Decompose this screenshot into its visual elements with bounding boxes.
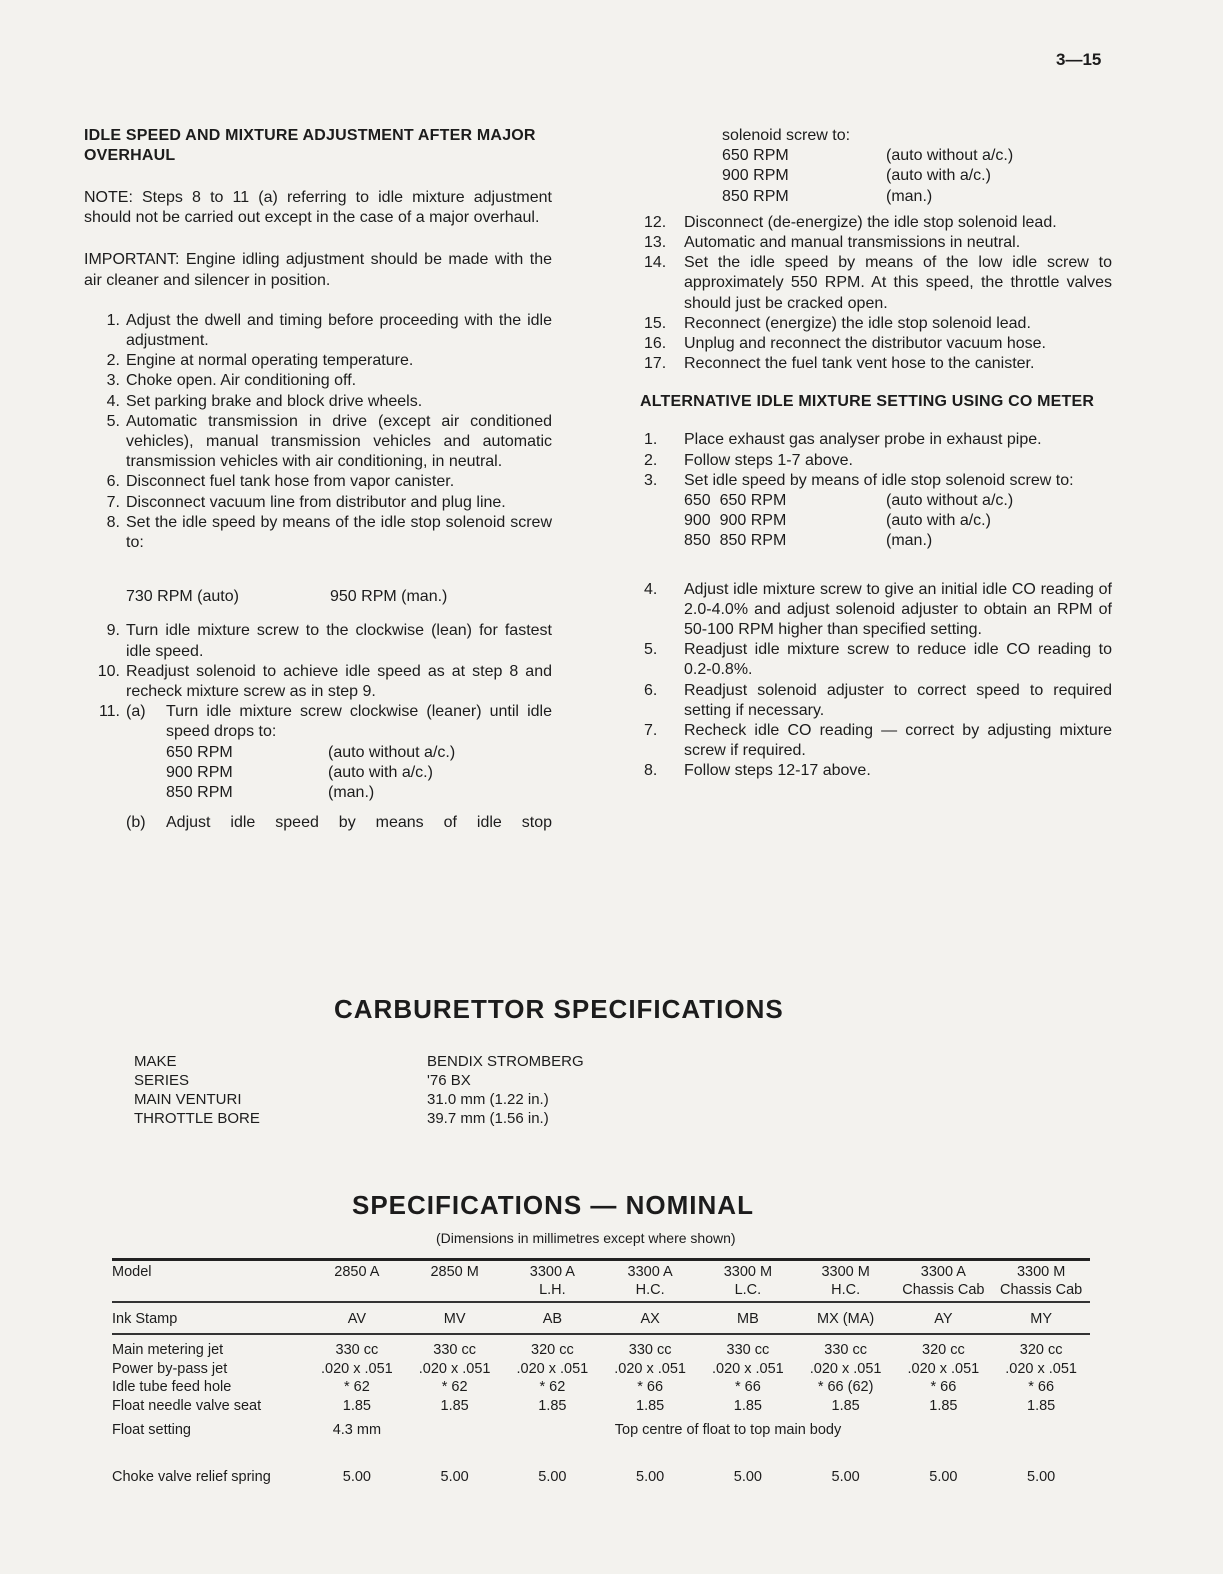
- model-values: 330 cc .020 x .051 * 62 1.85: [321, 1342, 393, 1414]
- nominal-specs-title: SPECIFICATIONS — NOMINAL: [352, 1190, 754, 1220]
- section-heading-idle-speed: IDLE SPEED AND MIXTURE ADJUSTMENT AFTER MAJOR OVERHAUL: [84, 127, 536, 164]
- list-item: 1. Adjust the dwell and timing before proceeding with the idle adjustment.: [106, 311, 552, 350]
- table-row-choke-spring: Choke valve relief spring 5.00 5.00 5.00 5.00 5.00 5.00 5.00 5.00: [112, 1469, 1056, 1485]
- table-row-ink-stamp: Ink Stamp AV MV AB AX MB MX (MA) AY MY: [112, 1311, 1052, 1327]
- step11a-rpm-table: 650 RPM (auto without a/c.) 900 RPM (auto with a/c.) 850 RPM (man.): [166, 743, 456, 802]
- alt-steps-list-1-3: [640, 430, 1112, 491]
- note-paragraph: NOTE: Steps 8 to 11 (a) referring to idle mixture adjustment should not be carried out except in the case of a major overhaul.: [84, 189, 552, 227]
- list-item: 2. Engine at normal operating temperature.: [106, 352, 414, 370]
- list-item: 16. Unplug and reconnect the distributor vacuum hose.: [644, 335, 1046, 353]
- list-item: 3. Set idle speed by means of idle stop solenoid screw to:: [644, 471, 1074, 489]
- list-item: 6. Disconnect fuel tank hose from vapor canister.: [106, 473, 455, 491]
- model-header: 2850 M: [430, 1264, 479, 1280]
- steps-list-12-17: [640, 213, 1112, 375]
- list-item: 14. Set the idle speed by means of the low idle screw to approximately 550 RPM. At this speed, the throttle valves should just be cracked open.: [644, 254, 1112, 312]
- spec-row: SERIES '76 BX: [134, 1072, 471, 1089]
- model-values: 330 cc .020 x .051 * 66 (62) 1.85: [809, 1342, 882, 1414]
- step-11a: (a) Turn idle mixture screw clockwise (leaner) until idle speed drops to: 650 RPM (auto without a/c.) 900 RPM (auto with a/c.) 850 RPM (man.): [126, 702, 552, 803]
- list-item: 4. Set parking brake and block drive wheels.: [106, 392, 423, 410]
- list-item: 8. Set the idle speed by means of the idle stop solenoid screw to:: [106, 513, 552, 552]
- list-item: 3. Choke open. Air conditioning off.: [106, 372, 357, 390]
- list-item: 4. Adjust idle mixture screw to give an initial idle CO reading of 2.0-4.0% and adjust solenoid adjuster to obtain an RPM of 50-100 RPM higher than specified setting.: [644, 580, 1112, 639]
- step11b-continuation: solenoid screw to: 650 RPM (auto without a/c.) 900 RPM (auto with a/c.) 850 RPM (man.): [722, 126, 1112, 207]
- list-item: 13. Automatic and manual transmissions in neutral.: [644, 234, 1021, 252]
- model-header: 3300 M L.C.: [723, 1264, 773, 1298]
- list-item: 7. Recheck idle CO reading — correct by adjusting mixture screw if required.: [644, 722, 1112, 760]
- list-item: 17. Reconnect the fuel tank vent hose to the canister.: [644, 355, 1035, 373]
- spec-row: THROTTLE BORE 39.7 mm (1.56 in.): [134, 1110, 549, 1127]
- carburettor-specs-title: CARBURETTOR SPECIFICATIONS: [334, 994, 784, 1024]
- list-item: 15. Reconnect (energize) the idle stop solenoid lead.: [644, 314, 1031, 332]
- model-values: 330 cc .020 x .051 * 62 1.85: [418, 1342, 491, 1414]
- model-values: 330 cc .020 x .051 * 66 1.85: [712, 1342, 784, 1414]
- steps-list-1-8: [84, 311, 552, 553]
- step8-rpm-values: 730 RPM (auto) 950 RPM (man.): [126, 588, 448, 606]
- nominal-specs-note: (Dimensions in millimetres except where shown): [436, 1230, 736, 1246]
- steps-list-9-10: [84, 621, 552, 702]
- step-11b: (b) Adjust idle speed by means of idle stop: [126, 814, 552, 832]
- model-header: 3300 A Chassis Cab: [902, 1264, 985, 1298]
- list-item: 1. Place exhaust gas analyser probe in exhaust pipe.: [644, 431, 1042, 449]
- spec-row: MAKE BENDIX STROMBERG: [134, 1053, 584, 1070]
- spec-row: MAIN VENTURI 31.0 mm (1.22 in.): [134, 1091, 549, 1108]
- model-header: 3300 M H.C.: [821, 1264, 870, 1298]
- page-number: 3—15: [1056, 50, 1102, 69]
- alt-rpm-table: 650 650 RPM (auto without a/c.) 900 900 RPM (auto with a/c.) 850 850 RPM (man.): [684, 492, 1014, 550]
- important-paragraph: IMPORTANT: Engine idling adjustment should be made with the air cleaner and silencer in position.: [84, 251, 552, 289]
- list-item: 5. Readjust idle mixture screw to reduce idle CO reading to 0.2-0.8%.: [644, 641, 1112, 679]
- model-header: 2850 A: [334, 1264, 380, 1280]
- table-row-jets: Main metering jet Power by-pass jet Idle tube feed hole Float needle valve seat 330 cc .020 x .051 * 62 1.85 330 cc .020 x .051 * 62 1.85 320 cc .020 x .051 * 62 1.85 330 cc .020 x .051 * 66 1.85 330 cc .020 x .051 * 66 1.85 330 cc .020 x .051 * 66 (62) 1.85 320 cc .020 x .051 * 66 1.85 320 cc .020 x .051 * 66 1.85: [112, 1335, 1090, 1415]
- list-item: 2. Follow steps 1-7 above.: [644, 451, 853, 469]
- list-item: 10. Readjust solenoid to achieve idle speed as at step 8 and recheck mixture screw as in step 9.: [97, 662, 552, 701]
- step11b-rpm-table: 650 RPM (auto without a/c.) 900 RPM (auto with a/c.) 850 RPM (man.): [722, 147, 1014, 205]
- model-values: 330 cc .020 x .051 * 66 1.85: [614, 1342, 686, 1414]
- model-values: 320 cc .020 x .051 * 62 1.85: [516, 1342, 589, 1414]
- model-values: 320 cc .020 x .051 * 66 1.85: [907, 1342, 980, 1414]
- model-header: 3300 A H.C.: [627, 1264, 673, 1298]
- carburettor-specs-list: [134, 1052, 584, 1128]
- nominal-specs-table: [112, 1258, 1090, 1485]
- list-item: 7. Disconnect vacuum line from distributor and plug line.: [106, 493, 506, 511]
- right-column: [640, 126, 1112, 782]
- model-header: 3300 M Chassis Cab: [1000, 1264, 1083, 1298]
- list-item: 8. Follow steps 12-17 above.: [644, 762, 871, 780]
- list-item: 5. Automatic transmission in drive (except air conditioned vehicles), manual transmission vehicles and automatic transmission vehicles with air conditioning, in neutral.: [106, 412, 552, 471]
- section-heading-co-meter: ALTERNATIVE IDLE MIXTURE SETTING USING CO METER: [640, 393, 1095, 411]
- list-item: 12. Disconnect (de-energize) the idle stop solenoid lead.: [644, 213, 1057, 231]
- table-row-float-setting: Float setting 4.3 mm Top centre of float to top main body: [112, 1422, 842, 1438]
- model-values: 320 cc .020 x .051 * 66 1.85: [1005, 1342, 1077, 1414]
- alt-steps-list-4-8: [640, 580, 1112, 782]
- left-column: [84, 126, 552, 833]
- table-header-row: Model 2850 A 2850 M 3300 A L.H. 3300 A H.C. 3300 M L.C. 3300 M H.C. 3300 A Chassis Cab 3300 M Chassis Cab: [112, 1261, 1090, 1301]
- step-11: 11. (a) Turn idle mixture screw clockwise (leaner) until idle speed drops to: 650 RPM (auto without a/c.) 900 RPM (auto with a/c.) 850 RPM (man.) (b) Adjust idle speed by means of idle stop: [84, 702, 552, 833]
- model-header: 3300 A L.H.: [529, 1264, 575, 1298]
- list-item: 9. Turn idle mixture screw to the clockwise (lean) for fastest idle speed.: [106, 622, 552, 660]
- list-item: 6. Readjust solenoid adjuster to correct speed to required setting if necessary.: [644, 681, 1112, 719]
